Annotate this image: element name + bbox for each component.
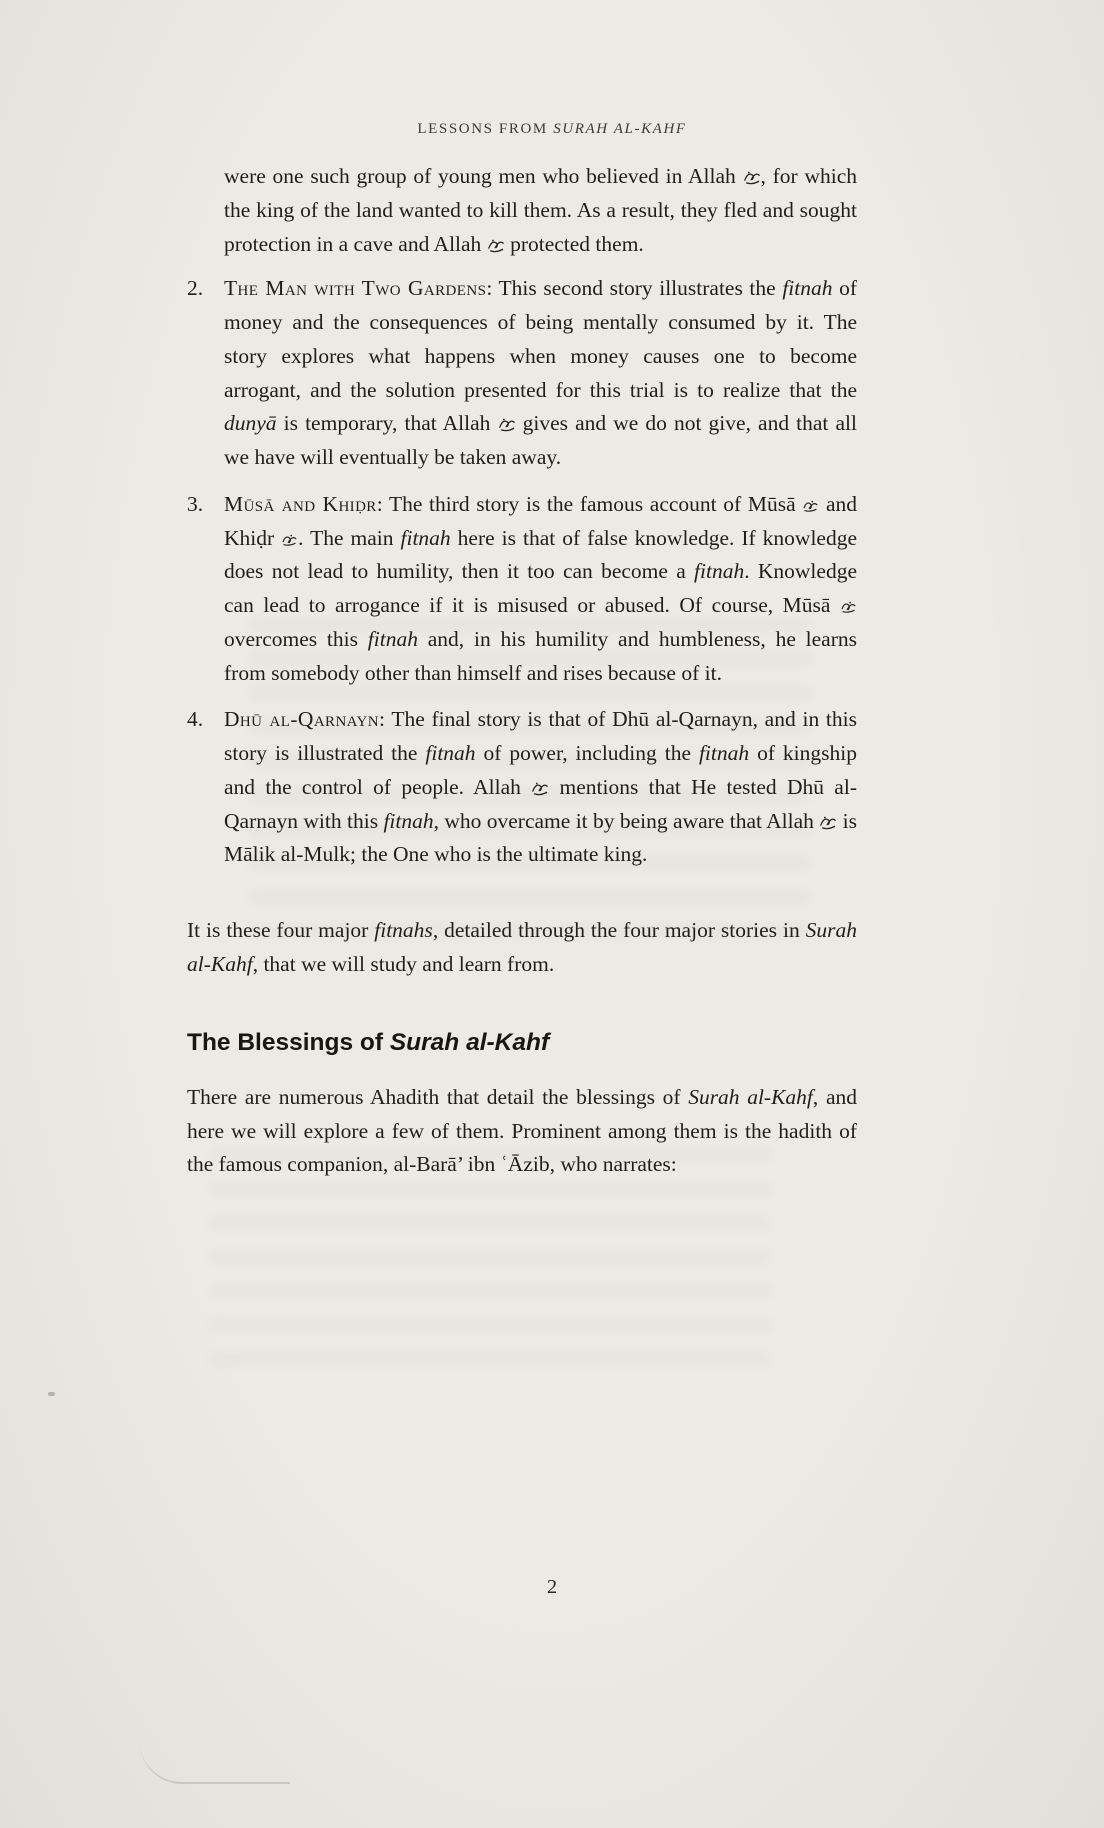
text-segment: gives and we do not give, and that all we have will eventually be taken away.	[224, 411, 857, 469]
scan-speck	[48, 1392, 55, 1396]
text-segment: Surah al-Kahf	[187, 918, 857, 976]
alayhis-salam-icon	[840, 589, 857, 623]
running-header-book-title: SURAH AL-KAHF	[553, 121, 687, 137]
text-segment: Surah al-Kahf	[389, 1028, 550, 1056]
text-segment: It is these four major	[187, 918, 375, 942]
text-segment: is Mālik al-Mulk; the One who is the ultimate king.	[224, 808, 858, 867]
section-heading	[187, 1028, 857, 1057]
text-segment: fitnah	[698, 741, 750, 765]
text-segment: and, in his humility and humbleness, he learns from somebody other than himself and rises because of it.	[224, 626, 857, 685]
text-segment: fitnah	[383, 808, 434, 833]
numbered-list-item	[187, 272, 857, 475]
text-segment: , and here we will explore a few of them. Prominent among them is the hadith of the famous companion, al-Barā’ ibn ʿĀzib, who narrates:	[187, 1084, 857, 1177]
text-segment: mentions that He tested Dhū al-Qarnayn with this	[224, 774, 857, 833]
body-paragraph	[187, 1081, 857, 1182]
text-segment: and Khiḍr	[224, 491, 857, 550]
allah-honorific-icon	[743, 160, 761, 194]
text-segment: is temporary, that Allah	[276, 411, 498, 436]
text-segment: . Knowledge can lead to arrogance if it is misused or abused. Of course, Mūsā	[224, 559, 857, 617]
text-segment: The Blessings of	[187, 1028, 390, 1056]
text-segment: : The third story is the famous account of Mūsā	[376, 491, 803, 516]
text-segment: The Man with Two Gardens	[224, 276, 487, 301]
text-segment: of money and the consequences of being mentally consumed by it. The story explores what happens when money causes one to become arrogant, and the solution presented for this trial is to realize that the	[224, 276, 857, 402]
text-segment: of kingship and the control of people. Allah	[224, 741, 857, 799]
text-segment: of power, including the	[475, 741, 699, 765]
text-segment: Dhū al-Qarnayn	[224, 707, 380, 732]
body-paragraph	[187, 914, 857, 982]
text-segment: , who overcame it by being aware that Allah	[433, 808, 820, 833]
text-segment: fitnah	[400, 525, 451, 550]
text-segment: dunyā	[224, 411, 277, 436]
alayhis-salam-icon	[802, 488, 819, 522]
text-segment: fitnah	[694, 559, 745, 584]
page-body-text	[187, 160, 857, 1193]
allah-honorific-icon	[498, 407, 516, 441]
text-segment: protected them.	[504, 231, 644, 256]
alayhis-salam-icon	[281, 522, 298, 556]
text-segment: : This second story illustrates the	[486, 276, 783, 301]
body-paragraph	[224, 160, 857, 261]
list-item-number: 3.	[187, 491, 204, 516]
text-segment: , that we will study and learn from.	[252, 951, 555, 976]
text-segment: fitnah	[425, 741, 476, 765]
running-header-prefix: LESSONS FROM	[417, 121, 554, 137]
text-segment: Surah al-Kahf	[688, 1084, 813, 1109]
running-header	[0, 121, 1104, 138]
text-segment: here is that of false knowledge. If knowledge does not lead to humility, then it too can become a	[224, 525, 857, 584]
text-segment: , detailed through the four major stories in	[432, 918, 806, 942]
page-number: 2	[546, 1576, 558, 1598]
allah-honorific-icon	[819, 805, 837, 839]
text-segment: fitnah	[367, 626, 418, 651]
allah-honorific-icon	[531, 771, 549, 805]
text-segment: , for which the king of the land wanted to kill them. As a result, they fled and sought protection in a cave and Allah	[224, 164, 857, 256]
list-item-number: 2.	[187, 276, 204, 301]
text-segment: : The final story is that of Dhū al-Qarnayn, and in this story is illustrated the	[224, 707, 857, 765]
numbered-list-item	[187, 488, 857, 691]
numbered-list-item	[187, 703, 857, 872]
allah-honorific-icon	[487, 228, 505, 262]
text-segment: were one such group of young men who believed in Allah	[224, 164, 743, 188]
text-segment: Mūsā and Khiḍr	[224, 491, 377, 516]
list-item-number: 4.	[187, 707, 204, 732]
text-segment: overcomes this	[224, 626, 368, 651]
page-curl-shadow	[140, 1742, 290, 1784]
text-segment: fitnah	[782, 276, 833, 301]
text-segment: There are numerous Ahadith that detail the blessings of	[187, 1084, 689, 1109]
text-segment: fitnahs	[374, 918, 433, 942]
text-segment: . The main	[298, 525, 401, 550]
